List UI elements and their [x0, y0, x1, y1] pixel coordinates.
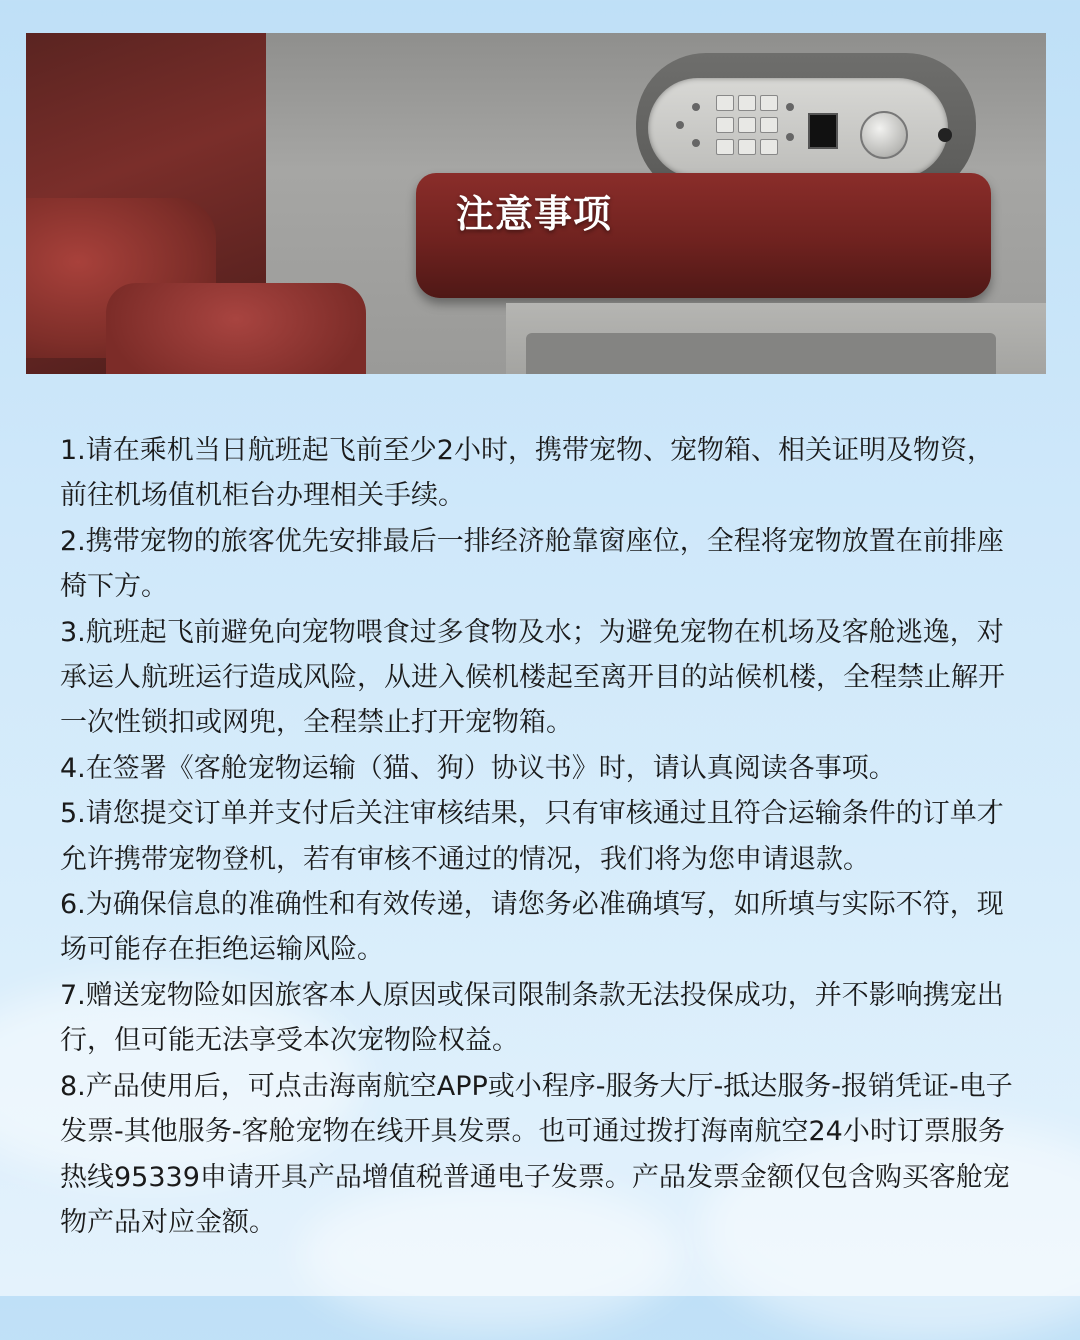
console-indicator: [692, 139, 700, 147]
note-item: 6.为确保信息的准确性和有效传递，请您务必准确填写，如所填与实际不符，现场可能存在拒绝运输风险。: [60, 889, 1004, 966]
console-button: [716, 95, 734, 111]
storage-slot: [526, 333, 996, 374]
note-item: 8.产品使用后，可点击海南航空APP或小程序-服务大厅-抵达服务-报销凭证-电子发票-其他服务-客舱宠物在线开具发票。也可通过拨打海南航空24小时订票服务热线95339申请开具产品增值税普通电子发票。产品发票金额仅包含购买客舱宠物产品对应金额。: [60, 1070, 1013, 1238]
console-indicator: [786, 103, 794, 111]
console-screen: [808, 113, 838, 149]
console-jack: [938, 128, 952, 142]
console-button: [760, 117, 778, 133]
console-button: [738, 139, 756, 155]
note-item: 1.请在乘机当日航班起飞前至少2小时，携带宠物、宠物箱、相关证明及物资，前往机场值机柜台办理相关手续。: [60, 435, 994, 512]
banner-image: [26, 33, 1046, 374]
note-item: 3.航班起飞前避免向宠物喂食过多食物及水；为避免宠物在机场及客舱逃逸，对承运人航班运行造成风险，从进入候机楼起至离开目的站候机楼，全程禁止解开一次性锁扣或网兜，全程禁止打开宠物箱。: [60, 616, 1005, 739]
note-item: 7.赠送宠物险如因旅客本人原因或保司限制条款无法投保成功，并不影响携宠出行，但可能无法享受本次宠物险权益。: [60, 979, 1004, 1057]
console-indicator: [692, 103, 700, 111]
banner-title: 注意事项: [456, 192, 613, 236]
console-button: [760, 139, 778, 155]
console-knob: [860, 111, 908, 159]
console-indicator: [786, 133, 794, 141]
console-button: [738, 117, 756, 133]
note-item: 2.携带宠物的旅客优先安排最后一排经济舱靠窗座位，全程将宠物放置在前排座椅下方。: [60, 525, 1004, 603]
console-button: [716, 139, 734, 155]
console-button: [716, 117, 734, 133]
console-button: [738, 95, 756, 111]
console-indicator: [676, 121, 684, 129]
seat-base: [106, 283, 366, 374]
notes-list: [60, 428, 1020, 1245]
note-item: 5.请您提交订单并支付后关注审核结果，只有审核通过且符合运输条件的订单才允许携带宠物登机，若有审核不通过的情况，我们将为您申请退款。: [60, 798, 1004, 875]
note-item: 4.在签署《客舱宠物运输（猫、狗）协议书》时，请认真阅读各事项。: [60, 752, 896, 784]
console-button: [760, 95, 778, 111]
